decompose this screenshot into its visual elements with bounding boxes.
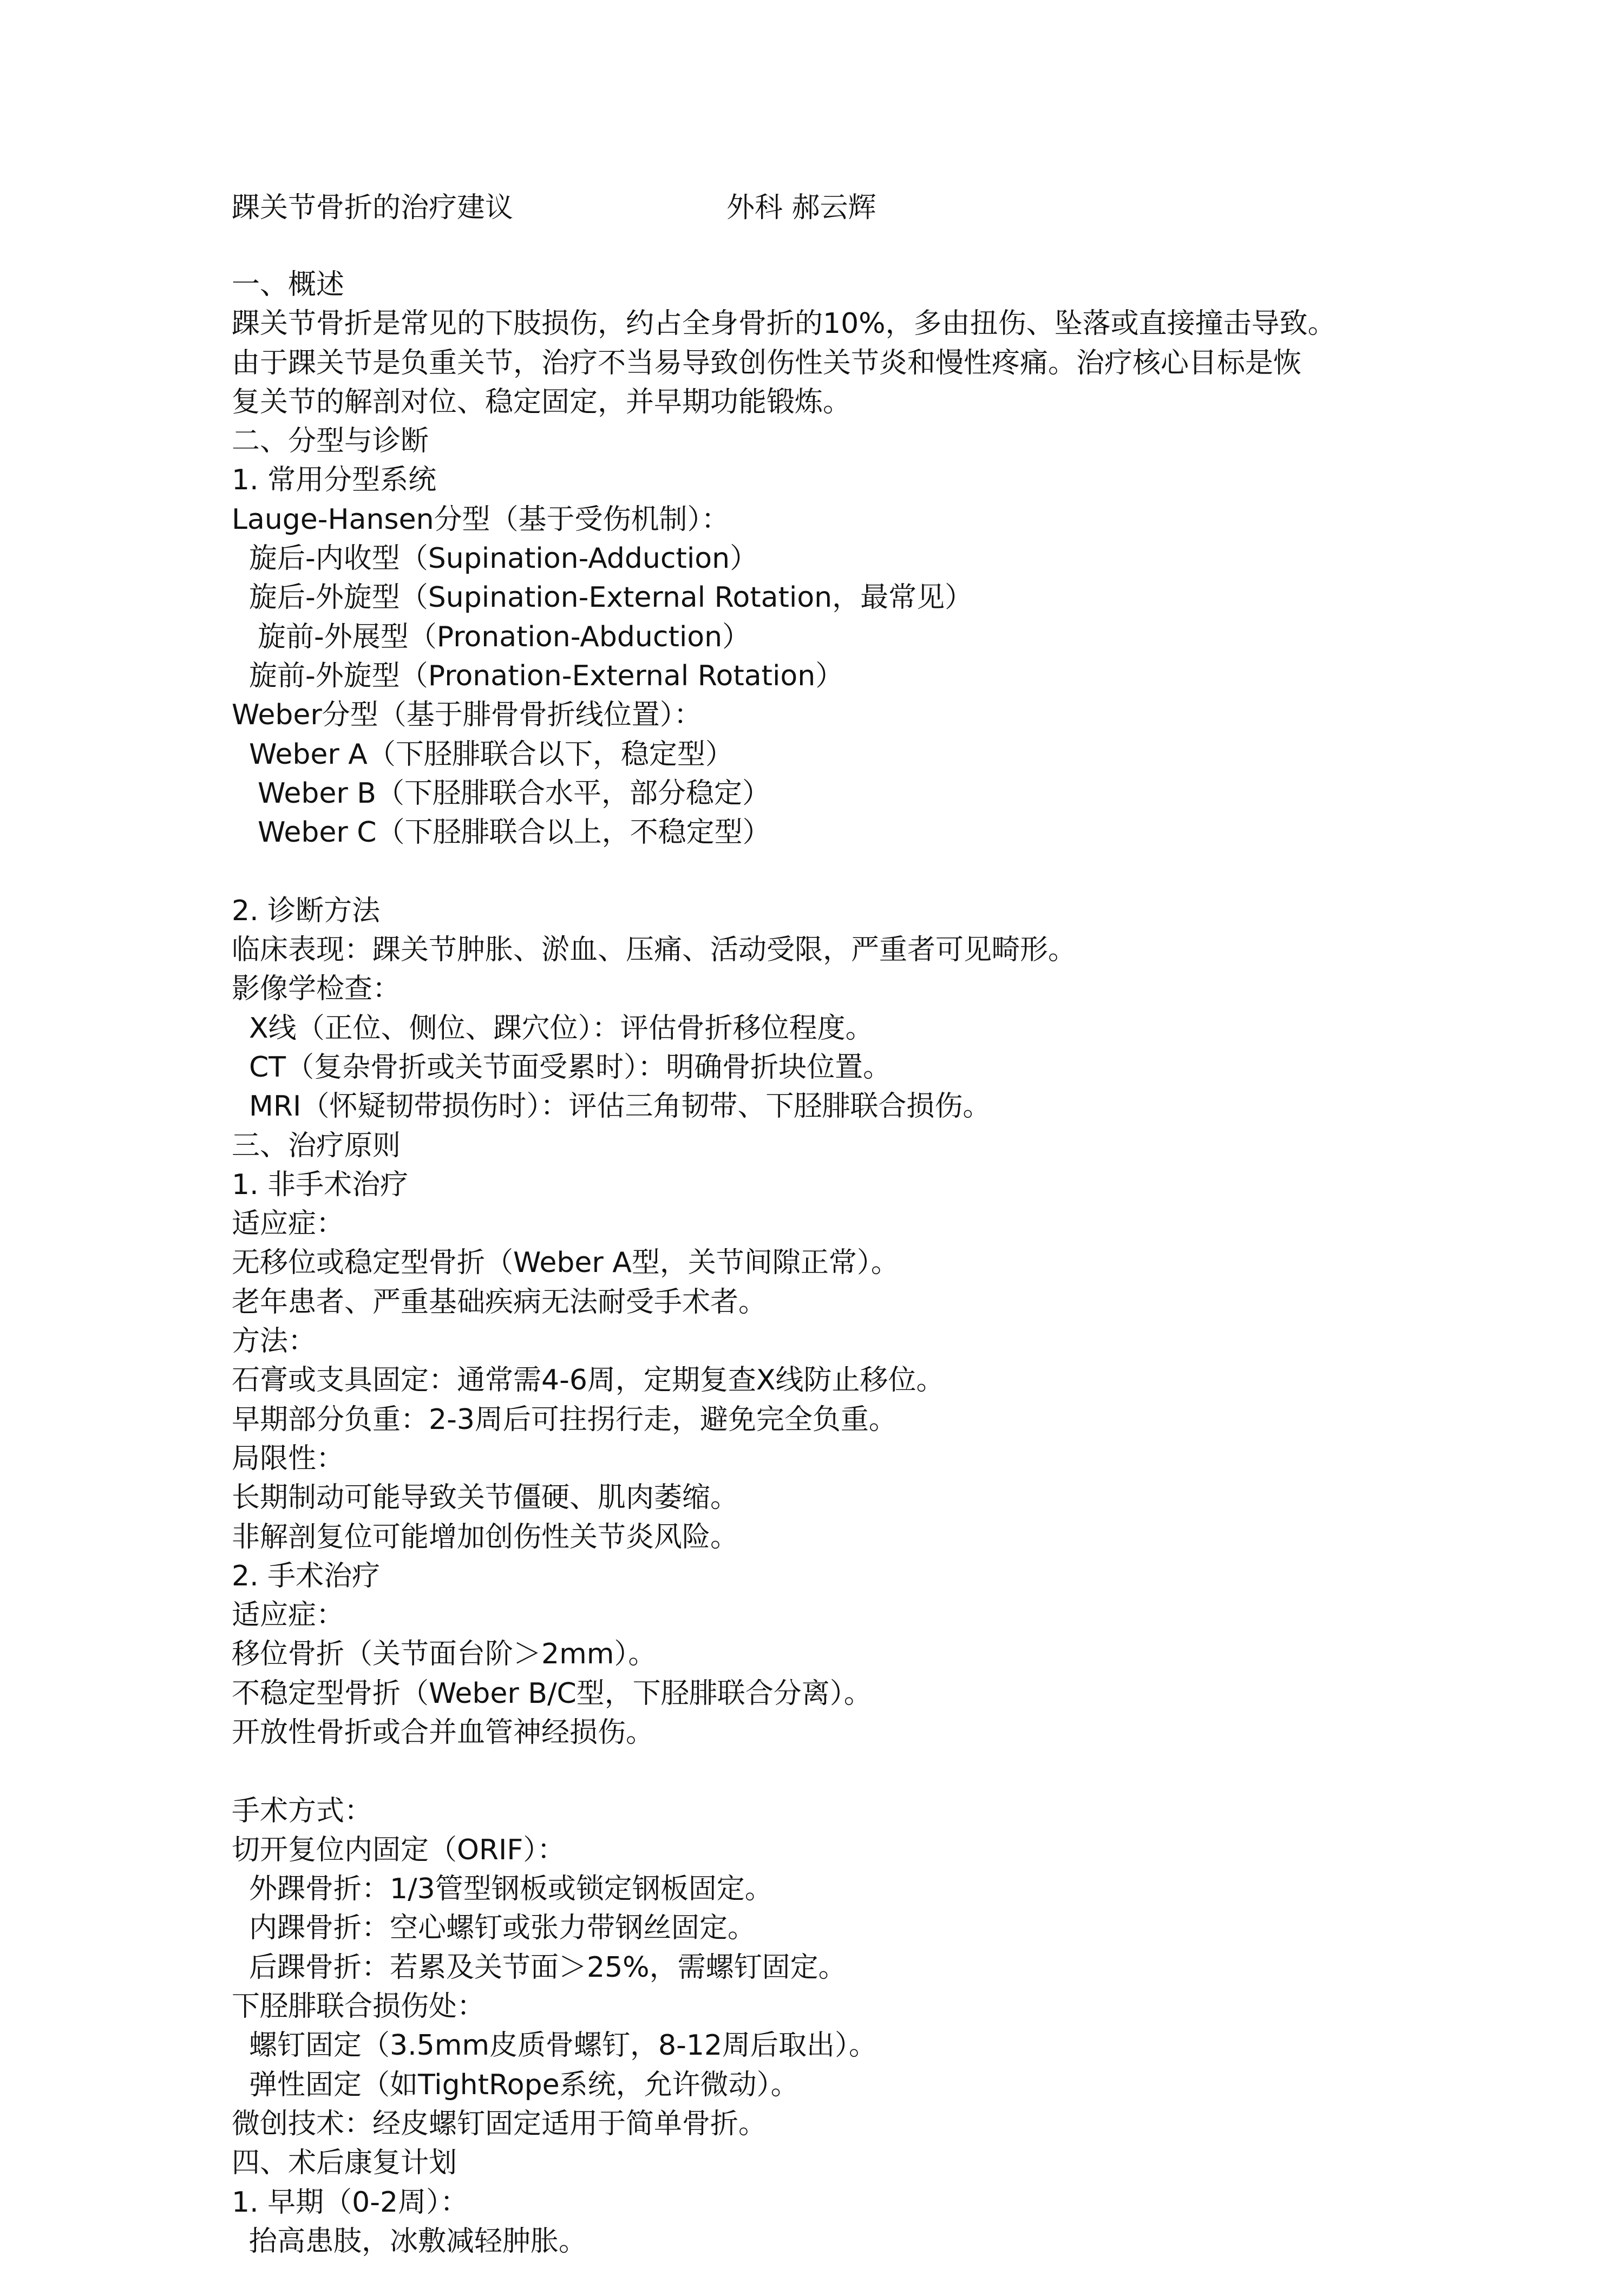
document-author: 外科 郝云辉 <box>726 192 876 224</box>
document-title: 踝关节骨折的治疗建议 <box>232 192 514 224</box>
list-item: X线（正位、侧位、踝穴位）：评估骨折移位程度。 <box>249 1012 874 1045</box>
list-item: 石膏或支具固定：通常需4-6周，定期复查X线防止移位。 <box>232 1364 945 1397</box>
list-item: 开放性骨折或合并血管神经损伤。 <box>232 1716 654 1749</box>
list-item: 抬高患肢，冰敷减轻肿胀。 <box>249 2225 587 2258</box>
paragraph-line: 复关节的解剖对位、稳定固定，并早期功能锻炼。 <box>232 385 852 418</box>
list-item: 移位骨折（关节面台阶＞2mm）。 <box>232 1638 657 1671</box>
subsection-heading: 2. 诊断方法 <box>232 894 381 927</box>
list-item: MRI（怀疑韧带损伤时）：评估三角韧带、下胫腓联合损伤。 <box>249 1090 991 1123</box>
section-heading: 一、概述 <box>232 268 345 301</box>
list-heading: 方法： <box>232 1325 317 1358</box>
list-item: 内踝骨折：空心螺钉或张力带钢丝固定。 <box>249 1912 756 1945</box>
paragraph-line: 由于踝关节是负重关节，治疗不当易导致创伤性关节炎和慢性疼痛。治疗核心目标是恢 <box>232 346 1302 379</box>
list-item: 早期部分负重：2-3周后可拄拐行走，避免完全负重。 <box>232 1403 897 1436</box>
document-body <box>232 265 1477 2261</box>
list-item: Weber B（下胫腓联合水平，部分稳定） <box>258 777 770 810</box>
list-item: 弹性固定（如TightRope系统，允许微动）。 <box>249 2068 799 2101</box>
list-item: 非解剖复位可能增加创伤性关节炎风险。 <box>232 1520 739 1553</box>
list-heading: 适应症： <box>232 1599 345 1632</box>
subsection-heading: 1. 非手术治疗 <box>232 1168 409 1201</box>
list-heading: 局限性： <box>232 1442 345 1475</box>
list-heading: Weber分型（基于腓骨骨折线位置）： <box>232 699 702 732</box>
paragraph-line: 踝关节骨折是常见的下肢损伤，约占全身骨折的10%，多由扭伤、坠落或直接撞击导致。 <box>232 307 1336 340</box>
list-item: 外踝骨折：1/3管型钢板或锁定钢板固定。 <box>249 1873 773 1906</box>
subsection-heading: 1. 早期（0-2周）： <box>232 2186 469 2219</box>
list-heading: 手术方式： <box>232 1794 373 1827</box>
document-header <box>232 186 1423 230</box>
list-heading: 切开复位内固定（ORIF）： <box>232 1833 566 1866</box>
list-item: 后踝骨折：若累及关节面＞25%，需螺钉固定。 <box>249 1951 847 1984</box>
subsection-heading: 1. 常用分型系统 <box>232 464 437 497</box>
subsection-heading: 2. 手术治疗 <box>232 1559 381 1592</box>
list-heading: 下胫腓联合损伤处： <box>232 1990 486 2023</box>
list-item: 旋后-外旋型（Supination-External Rotation，最常见） <box>249 581 973 614</box>
list-item: 旋后-内收型（Supination-Adduction） <box>249 542 758 575</box>
paragraph-line: 微创技术：经皮螺钉固定适用于简单骨折。 <box>232 2107 767 2140</box>
blank-line <box>232 852 1477 891</box>
list-item: Weber A（下胫腓联合以下，稳定型） <box>249 738 734 771</box>
section-heading: 二、分型与诊断 <box>232 425 429 458</box>
paragraph-line: 临床表现：踝关节肿胀、淤血、压痛、活动受限，严重者可见畸形。 <box>232 934 1077 967</box>
list-heading: 影像学检查： <box>232 973 401 1006</box>
list-item: 无移位或稳定型骨折（Weber A型，关节间隙正常）。 <box>232 1247 899 1280</box>
list-item: Weber C（下胫腓联合以上，不稳定型） <box>258 816 771 849</box>
list-item: CT（复杂骨折或关节面受累时）：明确骨折块位置。 <box>249 1051 892 1084</box>
list-item: 旋前-外展型（Pronation-Abduction） <box>258 620 751 653</box>
list-item: 旋前-外旋型（Pronation-External Rotation） <box>249 659 844 692</box>
list-item: 老年患者、严重基础疾病无法耐受手术者。 <box>232 1286 767 1319</box>
list-heading: Lauge-Hansen分型（基于受伤机制）： <box>232 503 730 536</box>
blank-line <box>232 1752 1477 1791</box>
section-heading: 四、术后康复计划 <box>232 2147 457 2180</box>
list-item: 长期制动可能导致关节僵硬、肌肉萎缩。 <box>232 1481 739 1514</box>
list-heading: 适应症： <box>232 1208 345 1241</box>
section-heading: 三、治疗原则 <box>232 1129 401 1162</box>
list-item: 不稳定型骨折（Weber B/C型，下胫腓联合分离）。 <box>232 1677 872 1710</box>
list-item: 螺钉固定（3.5mm皮质骨螺钉，8-12周后取出）。 <box>249 2029 878 2062</box>
